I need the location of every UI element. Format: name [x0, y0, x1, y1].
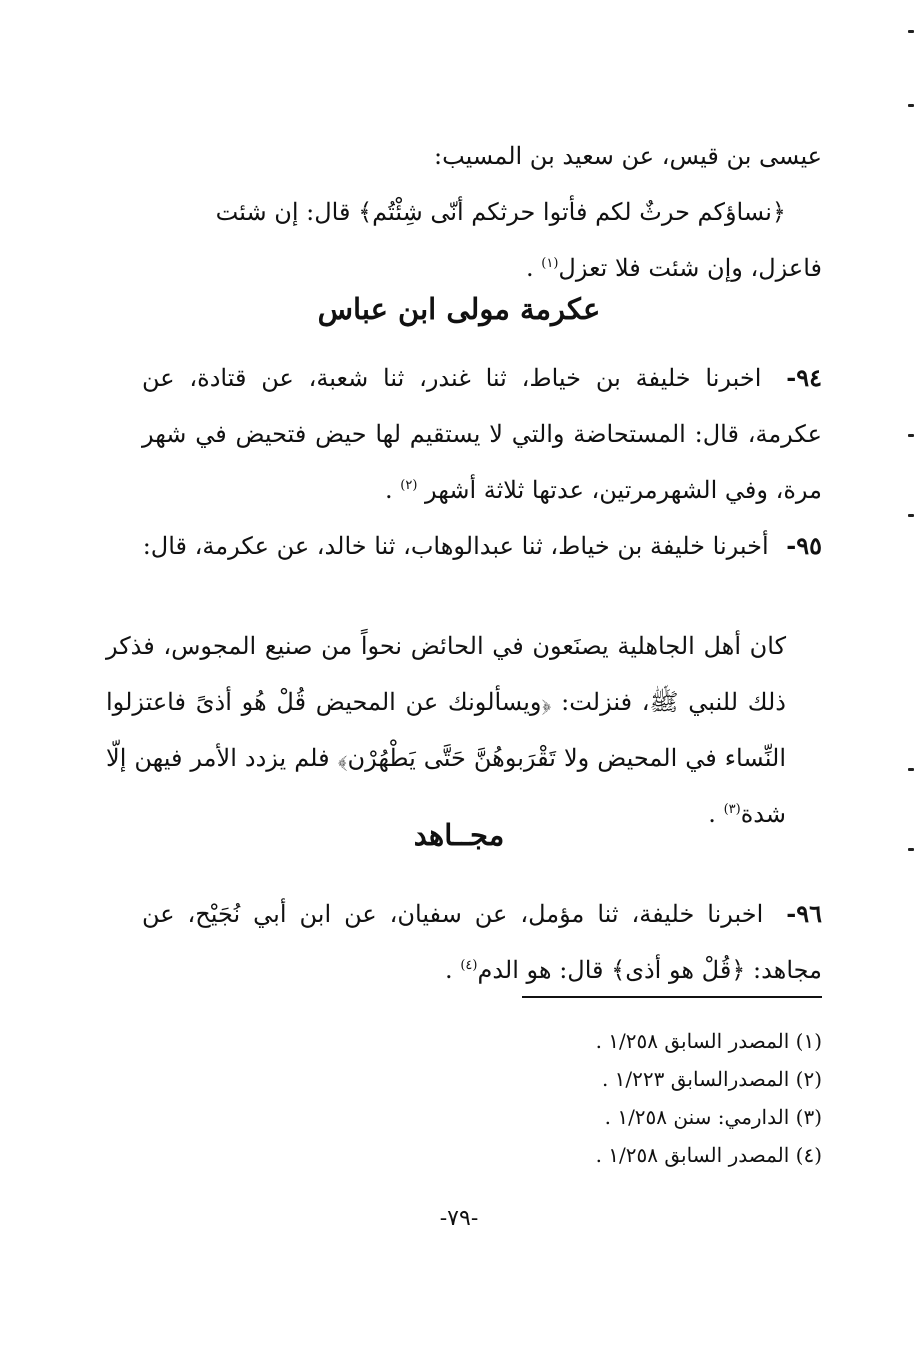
- footnote-3: (٣) الدارمي: سنن ١/٢٥٨ .: [604, 1105, 822, 1129]
- scan-speck: [908, 104, 914, 107]
- footnote-ref-3: (٣): [723, 802, 741, 817]
- scan-speck: [908, 434, 914, 437]
- intro-line-3: فاعزل، وإن شئت فلا تعزل: [558, 254, 822, 282]
- footnote-ref-2: (٢): [400, 478, 418, 493]
- narration-number: ٩٥-: [786, 531, 822, 560]
- scan-speck: [908, 30, 914, 33]
- footnote-2: (٢) المصدرالسابق ١/٢٢٣ .: [601, 1067, 822, 1091]
- narration-text: اخبرنا خليفة بن خياط، ثنا غندر، ثنا شعبة، عن قتادة، عن عكرمة، قال: المستحاضة والتي لا يستقيم لها حيض فتحيض في شهر مرة، وفي الشهرمرتين، عدتها ثلاثة أشهر: [142, 364, 822, 504]
- narration-text: أخبرنا خليفة بن خياط، ثنا عبدالوهاب، ثنا خالد، عن عكرمة، قال:: [142, 532, 769, 560]
- scan-speck: [908, 514, 914, 517]
- footnote-1: (١) المصدر السابق ١/٢٥٨ .: [595, 1029, 822, 1053]
- footnotes: [402, 1022, 822, 1174]
- narration-end: .: [445, 956, 453, 984]
- intro-line-2: ﴿نساؤكم حرثٌ لكم فأتوا حرثكم أنّى شِئْتُم﴾ قال: إن شئت: [215, 198, 786, 226]
- narration-95: [142, 518, 822, 574]
- narration-96: [142, 886, 822, 998]
- narration-end: .: [384, 476, 393, 504]
- footnote-ref-1: (١): [541, 256, 559, 271]
- narration-text: اخبرنا خليفة، ثنا مؤمل، عن سفيان، عن ابن أبي نُجَيْح، عن مجاهد: ﴿قُلْ هو أذى﴾ قال: هو الدم: [142, 900, 822, 984]
- narration-end: .: [708, 800, 716, 828]
- narration-95-quote: [106, 618, 822, 842]
- footnote-separator: [522, 996, 822, 998]
- section-heading-ikrima: عكرمة مولى ابن عباس: [317, 292, 601, 326]
- intro-line-1: عيسى بن قيس، عن سعيد بن المسيب:: [434, 142, 822, 170]
- narration-number: ٩٤-: [786, 363, 822, 392]
- narration-94: [142, 350, 822, 518]
- footnote-ref-4: (٤): [460, 958, 478, 973]
- section-heading-mujahid: مجــاهد: [413, 818, 505, 852]
- page-number: -٧٩-: [439, 1206, 479, 1231]
- narration-number: ٩٦-: [786, 899, 822, 928]
- footnote-4: (٤) المصدر السابق ١/٢٥٨ .: [595, 1143, 822, 1167]
- scan-speck: [908, 768, 914, 771]
- narration-quote: كان أهل الجاهلية يصنَعون في الحائض نحواً من صنيع المجوس، فذكر ذلك للنبي ﷺ، فنزلت: ﴿ويسألونك عن المحيض قُلْ هُو أذىً فاعتزلوا النِّساء في المحيض ولا تَقْرَبوهُنَّ حَتَّى يَطْهُرْن﴾ فلم يزدد الأمر فيهن إلّا شدة: [106, 632, 786, 828]
- intro-line-3-end: .: [526, 254, 534, 282]
- scan-speck: [908, 848, 914, 851]
- intro-paragraph: [142, 128, 822, 296]
